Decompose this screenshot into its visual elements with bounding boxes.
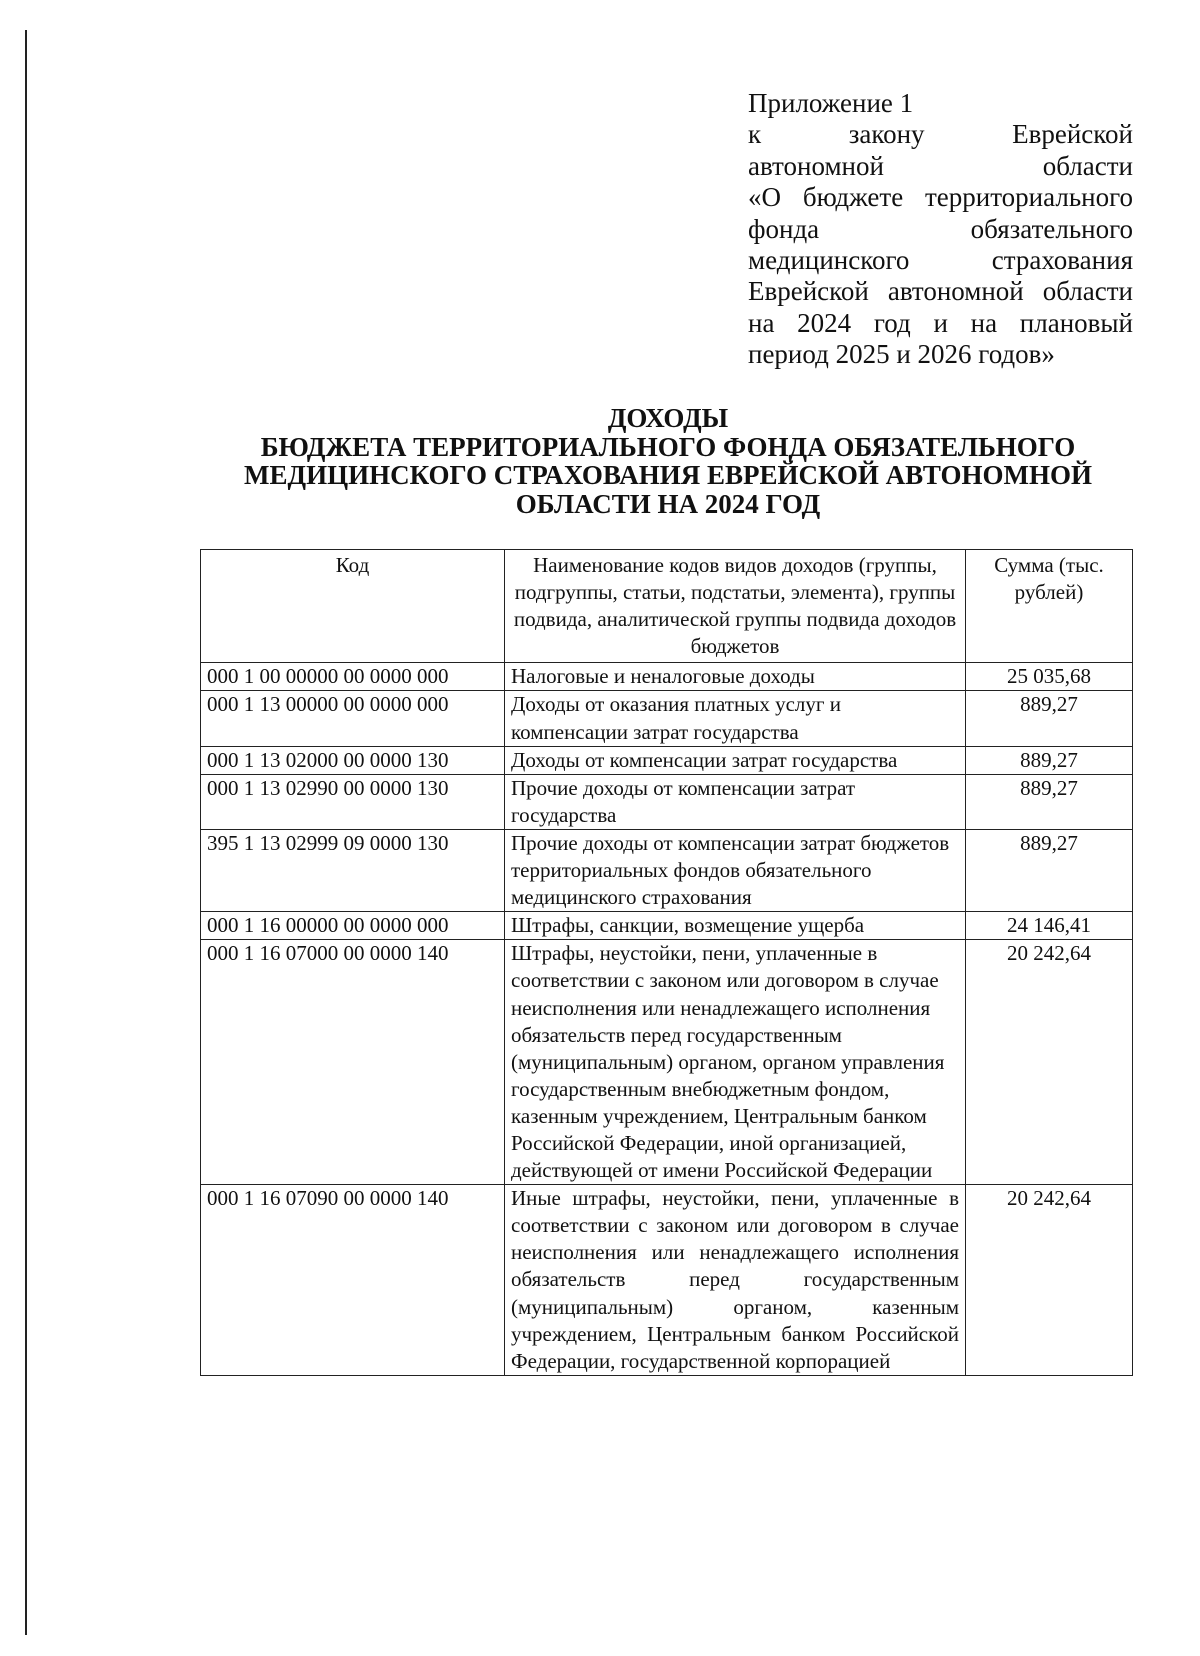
row-name: Налоговые и неналоговые доходы bbox=[505, 663, 966, 691]
row-sum: 20 242,64 bbox=[966, 940, 1133, 1185]
appendix-line: Еврейской автономной области bbox=[748, 276, 1133, 307]
title-line: ОБЛАСТИ НА 2024 ГОД bbox=[515, 488, 821, 519]
row-sum: 889,27 bbox=[966, 691, 1133, 746]
row-sum: 24 146,41 bbox=[966, 912, 1133, 940]
table-row bbox=[201, 1185, 1133, 1376]
appendix-line: на 2024 год и на плановый bbox=[748, 307, 1133, 338]
row-name: Доходы от компенсации затрат государства bbox=[505, 746, 966, 774]
table-row bbox=[201, 912, 1133, 940]
appendix-line: Приложение 1 bbox=[748, 88, 914, 118]
title-line: БЮДЖЕТА ТЕРРИТОРИАЛЬНОГО ФОНДА ОБЯЗАТЕЛЬНОГО bbox=[260, 431, 1076, 462]
appendix-line: «О бюджете территориального bbox=[748, 182, 1133, 213]
document-title bbox=[198, 404, 1138, 518]
row-name: Доходы от оказания платных услуг и компенсации затрат государства bbox=[505, 691, 966, 746]
table-row bbox=[201, 829, 1133, 911]
header-code: Код bbox=[201, 550, 505, 663]
header-sum: Сумма (тыс. рублей) bbox=[966, 550, 1133, 663]
income-table bbox=[200, 549, 1133, 1376]
row-sum: 889,27 bbox=[966, 746, 1133, 774]
appendix-line: автономной области bbox=[748, 150, 1133, 181]
appendix-line: медицинского страхования bbox=[748, 245, 1133, 276]
row-code: 000 1 13 00000 00 0000 000 bbox=[201, 691, 505, 746]
table-row bbox=[201, 940, 1133, 1185]
row-sum: 889,27 bbox=[966, 774, 1133, 829]
row-name: Штрафы, санкции, возмещение ущерба bbox=[505, 912, 966, 940]
row-code: 000 1 16 00000 00 0000 000 bbox=[201, 912, 505, 940]
table-row bbox=[201, 774, 1133, 829]
row-code: 395 1 13 02999 09 0000 130 bbox=[201, 829, 505, 911]
row-code: 000 1 13 02990 00 0000 130 bbox=[201, 774, 505, 829]
appendix-note bbox=[748, 88, 1133, 371]
row-name: Прочие доходы от компенсации затрат государства bbox=[505, 774, 966, 829]
table-header-row bbox=[201, 550, 1133, 663]
row-name: Прочие доходы от компенсации затрат бюджетов территориальных фондов обязательного медицинского страхования bbox=[505, 829, 966, 911]
row-sum: 25 035,68 bbox=[966, 663, 1133, 691]
title-line: МЕДИЦИНСКОГО СТРАХОВАНИЯ ЕВРЕЙСКОЙ АВТОНОМНОЙ bbox=[244, 460, 1092, 490]
appendix-line: фонда обязательного bbox=[748, 213, 1133, 244]
table-row bbox=[201, 746, 1133, 774]
row-sum: 20 242,64 bbox=[966, 1185, 1133, 1376]
table-row bbox=[201, 691, 1133, 746]
table-row bbox=[201, 663, 1133, 691]
row-code: 000 1 00 00000 00 0000 000 bbox=[201, 663, 505, 691]
row-code: 000 1 16 07000 00 0000 140 bbox=[201, 940, 505, 1185]
row-sum: 889,27 bbox=[966, 829, 1133, 911]
header-name: Наименование кодов видов доходов (группы, подгруппы, статьи, подстатьи, элемента), группы подвида, аналитической группы подвида доходов бюджетов bbox=[505, 550, 966, 663]
row-name: Штрафы, неустойки, пени, уплаченные в соответствии с законом или договором в случае неисполнения или ненадлежащего исполнения обязательств перед государственным (муниципальным) органом, органом управления государственным внебюджетным фондом, казенным учреждением, Центральным банком Российской Федерации, иной организацией, действующей от имени Российской Федерации bbox=[505, 940, 966, 1185]
left-margin-rule bbox=[25, 30, 27, 1635]
row-code: 000 1 16 07090 00 0000 140 bbox=[201, 1185, 505, 1376]
appendix-line: период 2025 и 2026 годов» bbox=[748, 339, 1055, 370]
row-code: 000 1 13 02000 00 0000 130 bbox=[201, 746, 505, 774]
row-name: Иные штрафы, неустойки, пени, уплаченные в соответствии с законом или договором в случае неисполнения или ненадлежащего исполнения обязательств перед государственным (муниципальным) органом, казенным учреждением, Центральным банком Российской Федерации, государственной корпорацией bbox=[505, 1185, 966, 1376]
title-line: ДОХОДЫ bbox=[607, 403, 729, 433]
appendix-line: к закону Еврейской bbox=[748, 119, 1133, 150]
